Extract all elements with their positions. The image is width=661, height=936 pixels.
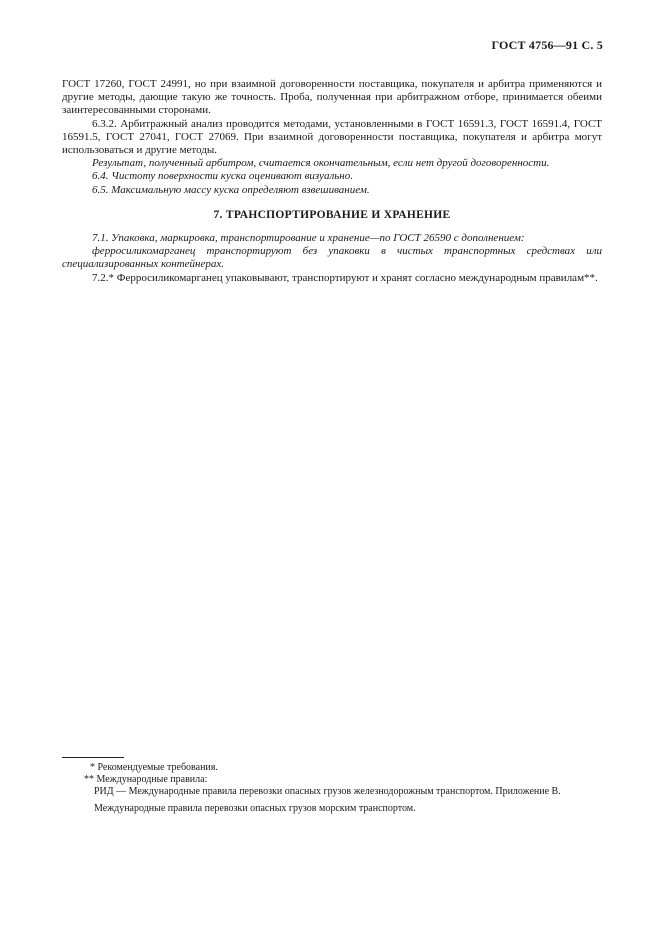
footnote-divider (62, 757, 124, 758)
paragraph-6-3-2: 6.3.2. Арбитражный анализ проводится методами, установленными в ГОСТ 16591.3, ГОСТ 16591.4, ГОСТ 16591.5, ГОСТ 27041, ГОСТ 27069. При взаимной договоренности поставщика, покупателя и арбитра могут использоваться и другие методы. (62, 117, 602, 157)
document-body (62, 78, 602, 285)
paragraph-continuation: ГОСТ 17260, ГОСТ 24991, но при взаимной договоренности поставщика, покупателя и арбитра применяются и другие методы, дающие такую же точность. Проба, полученная при арбитражном отборе, принимается обеими заинтересованными сторонами. (62, 78, 602, 117)
paragraph-7-1: 7.1. Упаковка, маркировка, транспортирование и хранение—по ГОСТ 26590 с дополнением: (92, 232, 525, 245)
paragraph-arbiter-result: Результат, полученный арбитром, считается окончательным, если нет другой договоренности. (92, 157, 550, 170)
footnote-1: * Рекомендуемые требования. (90, 762, 218, 773)
paragraph-7-1-addition: ферросиликомарганец транспортируют без упаковки в чистых транспортных средствах или специализированных контейнерах. (62, 245, 602, 271)
paragraph-7-2: 7.2.* Ферросиликомарганец упаковывают, транспортируют и хранят согласно международным правилам**. (92, 271, 598, 284)
footnote-sea: Международные правила перевозки опасных грузов морским транспортом. (94, 803, 416, 814)
page-header: ГОСТ 4756—91 С. 5 (491, 38, 603, 52)
paragraph-6-4: 6.4. Чистоту поверхности куска оценивают визуально. (92, 170, 353, 183)
footnotes (62, 757, 602, 815)
paragraph-6-5: 6.5. Максимальную массу куска определяют взвешиванием. (92, 183, 370, 196)
section-title: 7. ТРАНСПОРТИРОВАНИЕ И ХРАНЕНИЕ (213, 208, 451, 221)
footnote-rid: РИД — Международные правила перевозки опасных грузов железнодорожным транспортом. Приложение В. (94, 786, 561, 797)
footnote-2: ** Международные правила: (84, 774, 208, 785)
